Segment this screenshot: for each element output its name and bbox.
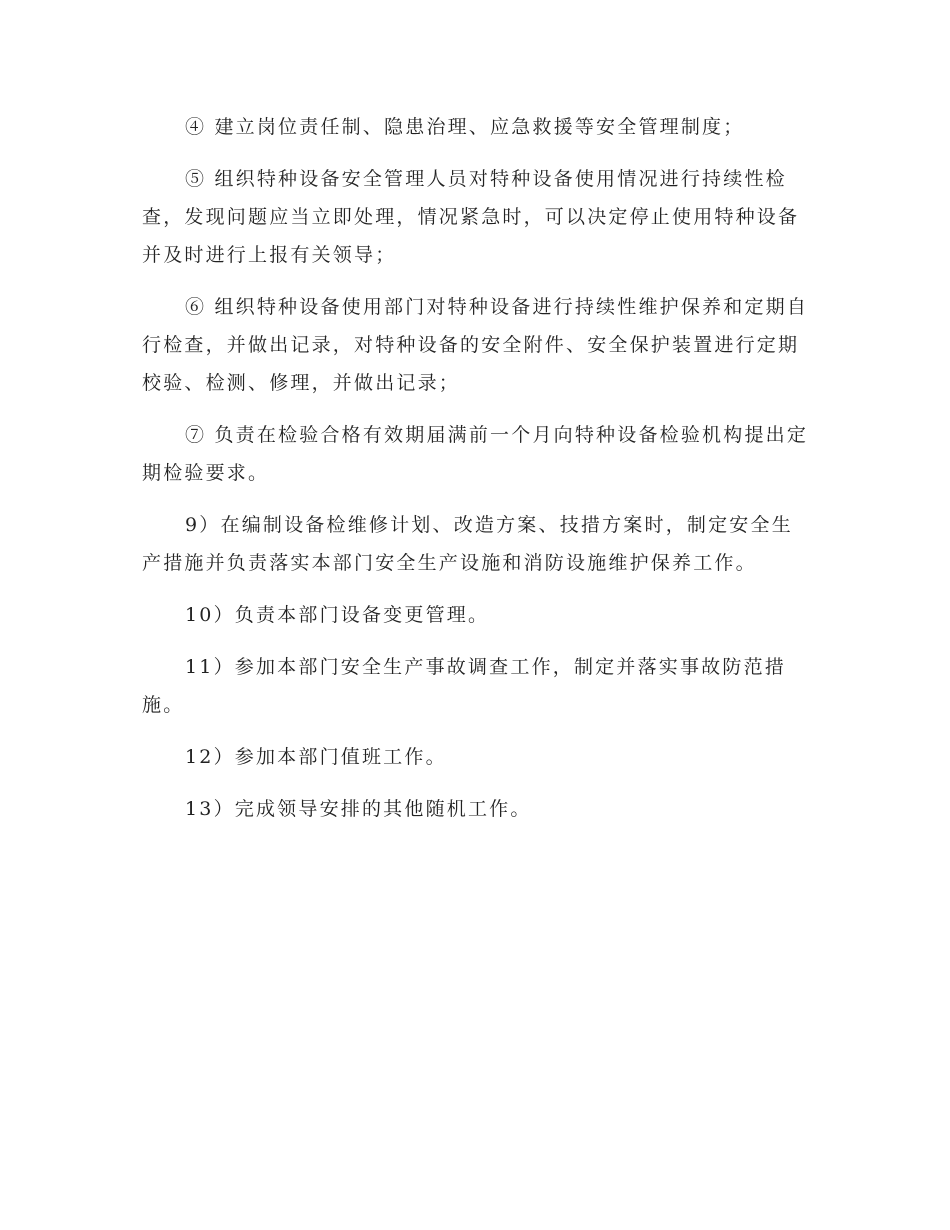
paragraph-item-12: 12）参加本部门值班工作。 xyxy=(185,746,447,768)
paragraph-item-5: ⑤ 组织特种设备安全管理人员对特种设备使用情况进行持续性检查，发现问题应当立即处理，情况紧急时，可以决定停止使用特种设备并及时进行上报有关领导； xyxy=(142,168,800,266)
paragraph-item-13: 13）完成领导安排的其他随机工作。 xyxy=(185,798,532,820)
document-body xyxy=(142,108,810,842)
paragraph-item-6: ⑥ 组织特种设备使用部门对特种设备进行持续性维护保养和定期自行检查，并做出记录，对特种设备的安全附件、安全保护装置进行定期校验、检测、修理，并做出记录； xyxy=(142,296,809,394)
paragraph-item-4: ④ 建立岗位责任制、隐患治理、应急救援等安全管理制度； xyxy=(185,116,745,138)
paragraph-item-9: 9）在编制设备检维修计划、改造方案、技措方案时，制定安全生产措施并负责落实本部门安全生产设施和消防设施维护保养工作。 xyxy=(142,514,793,574)
paragraph-item-10: 10）负责本部门设备变更管理。 xyxy=(185,604,490,626)
paragraph-item-11: 11）参加本部门安全生产事故调查工作，制定并落实事故防范措施。 xyxy=(142,656,786,716)
paragraph-item-7: ⑦ 负责在检验合格有效期届满前一个月向特种设备检验机构提出定期检验要求。 xyxy=(142,424,809,484)
